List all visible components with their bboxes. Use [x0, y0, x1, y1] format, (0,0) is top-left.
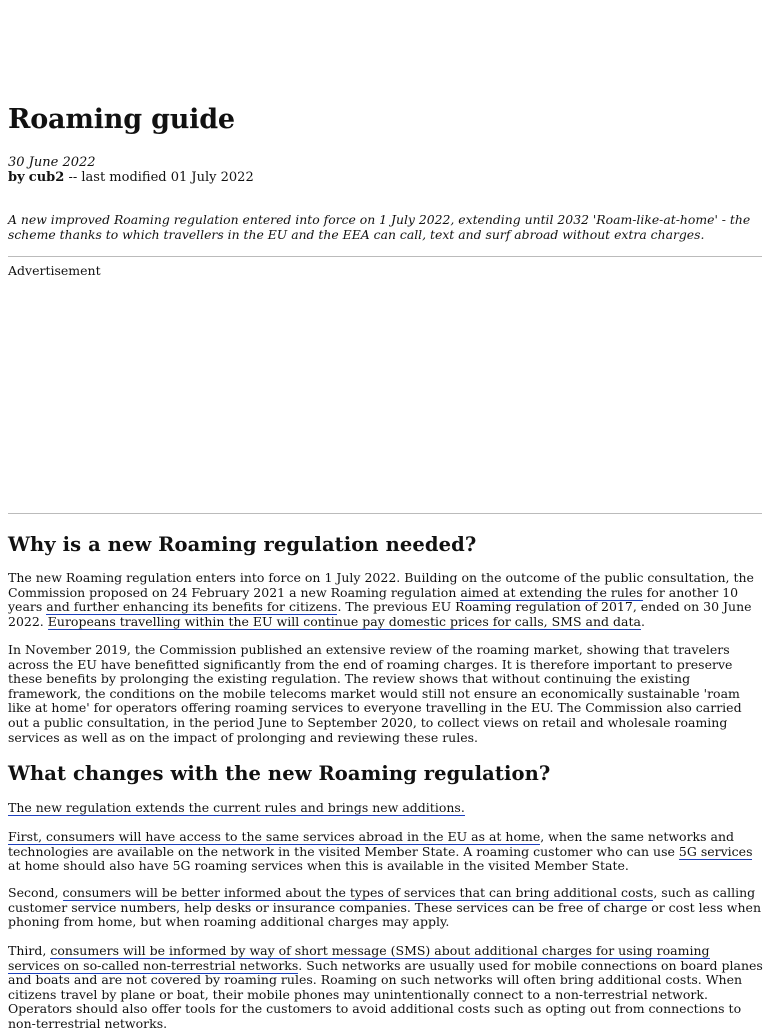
paragraph-changes-1	[8, 801, 764, 816]
text-run: for another 10 years	[8, 584, 739, 615]
text-run: Second,	[8, 885, 63, 900]
paragraph-changes-2	[8, 830, 764, 874]
paragraph-changes-4	[8, 944, 764, 1032]
section-heading-why: Why is a new Roaming regulation needed?	[8, 533, 477, 556]
last-modified: -- last modified 01 July 2022	[64, 170, 254, 185]
author-name[interactable]: cub2	[28, 170, 65, 185]
underlined-phrase: aimed at extending the rules	[460, 584, 643, 600]
paragraph-why-1	[8, 571, 764, 629]
section-heading-changes: What changes with the new Roaming regulation?	[8, 762, 551, 785]
page-title: Roaming guide	[8, 104, 235, 135]
text-run: at home should also have 5G roaming services when this is available in the visited Member State.	[8, 858, 629, 874]
underlined-phrase: Europeans travelling within the EU will continue pay domestic prices for calls, SMS and data	[47, 613, 641, 629]
underlined-phrase: First, consumers will have access to the same services abroad in the EU as at home	[8, 829, 541, 844]
underlined-phrase: The new regulation extends the current rules and brings new additions.	[8, 800, 465, 815]
text-run: . The previous EU Roaming regulation of 2017, ended on 30 June 2022.	[8, 599, 752, 629]
paragraph-changes-3	[8, 886, 764, 930]
text-run: , such as calling customer service numbers, help desks or insurance companies. These services can be free of charge or cost less when phoning from home, but when roaming additional charges may apply.	[8, 885, 762, 930]
underlined-phrase: and further enhancing its benefits for citizens	[46, 599, 338, 615]
text-run: , when the same networks and technologies are available on the network in the visited Member State. A roaming customer who can use	[8, 829, 735, 859]
text-run: The new Roaming regulation enters into force on 1 July 2022. Building on the outcome of the public consultation, the Commission proposed on 24 February 2021 a new Roaming regulation	[8, 570, 754, 600]
by-label: by	[8, 170, 25, 185]
underlined-phrase: consumers will be better informed about the types of services that can bring additional costs	[62, 885, 654, 900]
byline	[8, 170, 254, 185]
text-run: .	[640, 613, 645, 629]
divider-ad-bottom	[8, 513, 762, 514]
underlined-phrase: consumers will be informed by way of short message (SMS) about additional charges for using roaming services on so-called non-terrestrial networks	[8, 943, 710, 973]
divider-top	[8, 256, 762, 257]
paragraph-why-2: In November 2019, the Commission published an extensive review of the roaming market, showing that travelers across the EU have benefitted significantly from the end of roaming charges. It is therefore important to preserve these benefits by prolonging the existing regulation. The review shows that without continuing the existing framework, the conditions on the mobile telecoms market would still not ensure an economically sustainable 'roam like at home' for operators offering roaming services to everyone travelling in the EU. The Commission also carried out a public consultation, in the period June to September 2020, to collect views on retail and wholesale roaming services as well as on the impact of prolonging and reviewing these rules.	[8, 642, 742, 745]
text-run: . Such networks are usually used for mobile connections on board planes and boats and are not covered by roaming rules. Roaming on such networks will often bring additional costs. When citizens travel by plane or boat, their mobile phones may unintentionally connect to a non-terrestrial network. Operators should also offer tools for the customers to avoid additional costs such as opting out from connections to non-terrestrial networks.	[8, 957, 763, 1031]
article-lead: A new improved Roaming regulation entered into force on 1 July 2022, extending until 2032 'Roam-like-at-home' - the scheme thanks to which travellers in the EU and the EEA can call, text and surf abroad without extra charges.	[8, 212, 751, 242]
underlined-phrase: 5G services	[678, 843, 753, 859]
text-run: Third,	[8, 943, 51, 958]
advertisement-label: Advertisement	[8, 263, 101, 278]
publish-date: 30 June 2022	[8, 155, 96, 170]
